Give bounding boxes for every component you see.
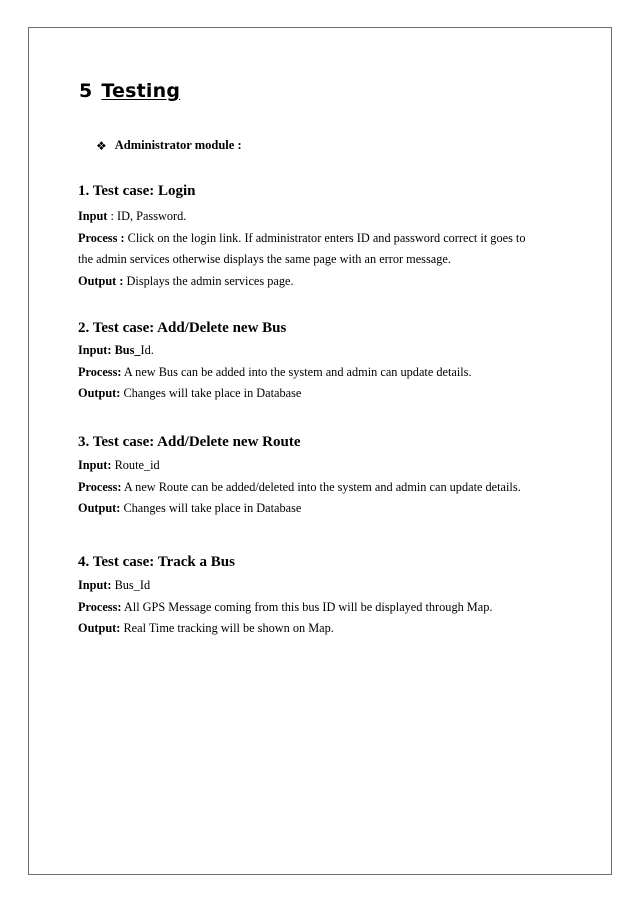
field-value: A new Bus can be added into the system and admin can update details. — [123, 364, 472, 379]
test-case-input — [78, 206, 578, 228]
field-label: Input: — [78, 458, 112, 472]
test-case-track-bus — [78, 553, 578, 640]
field-value: Changes will take place in Database — [123, 386, 302, 400]
field-label: Output: — [78, 386, 121, 400]
test-case-output — [78, 271, 578, 293]
field-label: Output: — [78, 501, 121, 515]
field-value: Route_id — [114, 458, 160, 472]
test-case-title: 3. Test case: Add/Delete new Route — [78, 434, 301, 450]
field-value: ID, Password. — [116, 209, 187, 223]
chapter-heading — [79, 80, 180, 102]
field-label: Process : — [78, 230, 125, 245]
test-case-input — [78, 340, 578, 362]
diamond-bullet-icon: ❖ — [96, 138, 107, 153]
field-value: Displays the admin services page. — [126, 273, 294, 288]
field-label: Input: — [78, 578, 112, 592]
field-label: Output : — [78, 273, 124, 288]
field-value: Id. — [140, 343, 154, 357]
field-label: Output: — [78, 621, 121, 635]
test-case-process — [78, 477, 578, 499]
chapter-title: Testing — [101, 80, 181, 102]
module-label: Administrator module : — [114, 138, 242, 152]
test-case-login — [78, 182, 578, 292]
test-case-process — [78, 597, 578, 619]
field-separator: : — [107, 209, 117, 223]
test-case-process-continued — [78, 249, 578, 271]
field-value: Real Time tracking will be shown on Map. — [123, 621, 334, 635]
test-case-input — [78, 455, 578, 477]
field-value: the admin services otherwise displays the same page with an error message. — [78, 252, 451, 266]
chapter-number: 5 — [79, 80, 93, 102]
test-case-output — [78, 618, 578, 640]
field-label: Process: — [78, 479, 122, 494]
field-value: A new Route can be added/deleted into the system and admin can update details. — [123, 479, 521, 494]
field-label: Process: — [78, 364, 122, 379]
test-case-process — [78, 362, 578, 384]
test-case-title: 2. Test case: Add/Delete new Bus — [78, 320, 287, 336]
test-case-title: 1. Test case: Login — [78, 183, 196, 199]
field-value: Changes will take place in Database — [123, 501, 302, 515]
test-case-add-delete-bus — [78, 319, 578, 405]
test-case-output — [78, 383, 578, 405]
field-value: Click on the login link. If administrator enters ID and password correct it goes to — [127, 230, 526, 245]
field-label: Process: — [78, 599, 122, 614]
field-value: Bus_Id — [114, 578, 151, 592]
field-label: Input: Bus_ — [78, 343, 141, 357]
test-case-output — [78, 498, 578, 520]
module-heading — [96, 138, 242, 153]
test-case-title: 4. Test case: Track a Bus — [78, 554, 235, 570]
test-case-add-delete-route — [78, 433, 578, 520]
field-value: All GPS Message coming from this bus ID will be displayed through Map. — [123, 599, 493, 614]
field-label: Input — [78, 209, 108, 223]
test-case-input — [78, 575, 578, 597]
test-case-process — [78, 228, 578, 250]
